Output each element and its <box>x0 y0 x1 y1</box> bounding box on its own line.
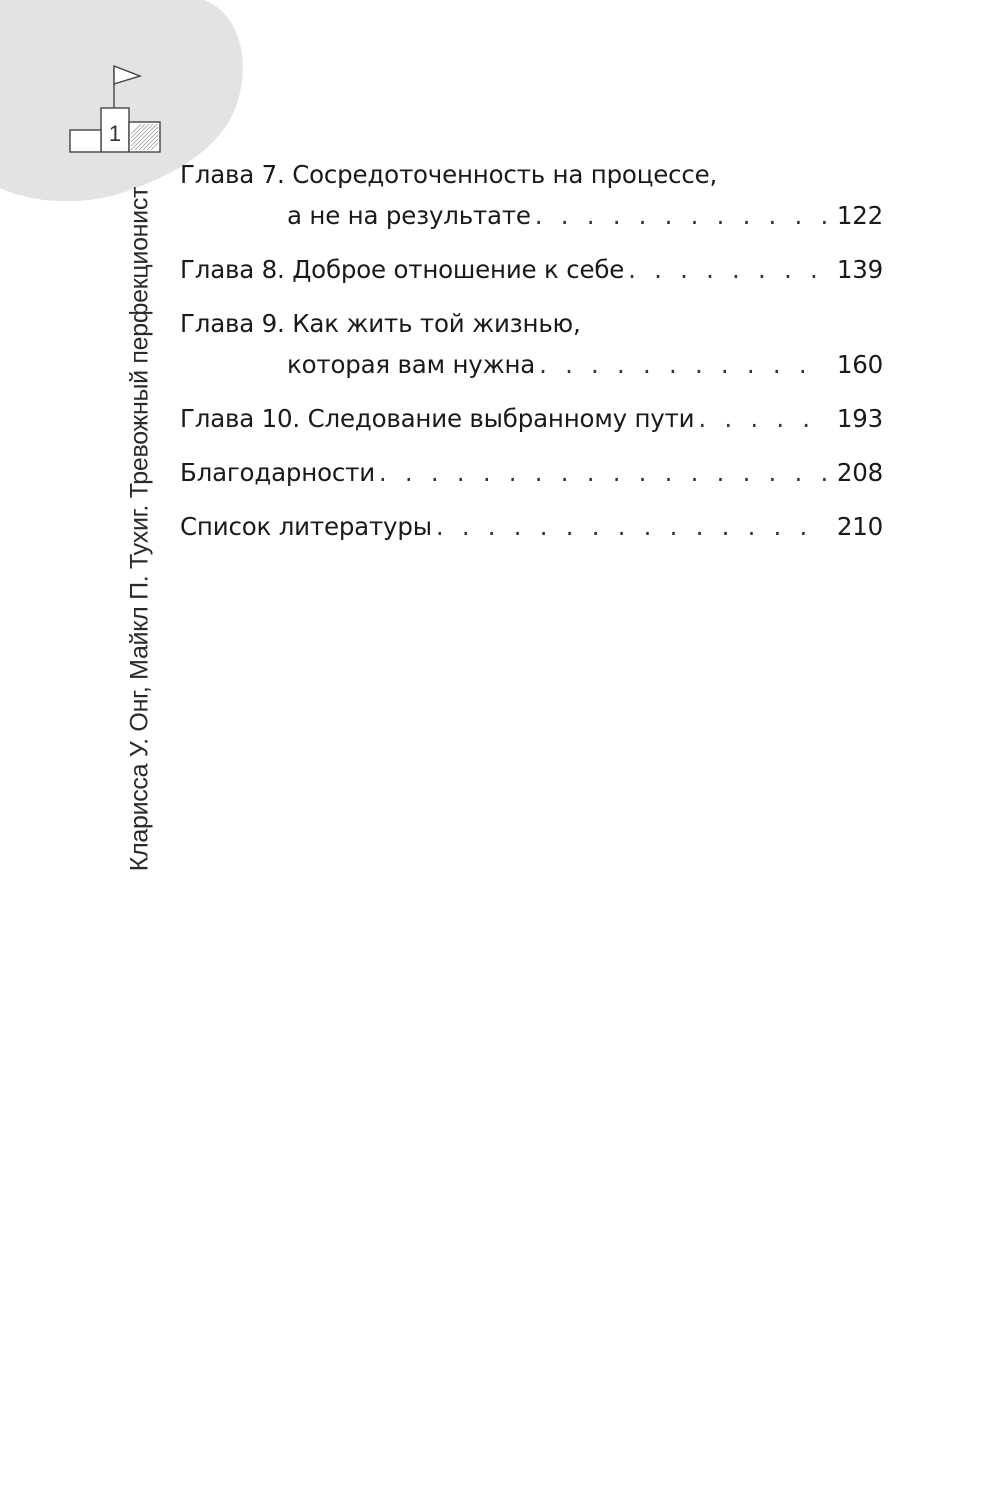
dot-leader <box>628 255 827 284</box>
dot-leader <box>539 350 827 379</box>
dot-leader <box>379 458 827 487</box>
toc-entry-title: Глава 10. Следование выбранному пути <box>180 404 695 433</box>
toc-page-number: 193 <box>836 404 883 433</box>
toc-entry-chapter-7 <box>180 160 883 242</box>
toc-entry-chapter-10 <box>180 404 883 445</box>
toc-entry-title: Глава 8. Доброе отношение к себе <box>180 255 625 284</box>
toc-page-number: 160 <box>836 350 883 379</box>
toc-entry-title: Глава 7. Сосредоточенность на процессе, <box>180 160 718 189</box>
toc-entry-acknowledgements <box>180 458 883 499</box>
toc-page-number: 208 <box>836 458 883 487</box>
toc-entry-chapter-8 <box>180 255 883 296</box>
dot-leader <box>698 404 826 433</box>
toc-entry-title: Благодарности <box>180 458 375 487</box>
dot-leader <box>535 201 827 230</box>
table-of-contents <box>180 160 883 566</box>
podium-number: 1 <box>108 121 122 146</box>
toc-entry-chapter-9 <box>180 309 883 391</box>
toc-entry-title: Список литературы <box>180 512 432 541</box>
toc-page-number: 210 <box>836 512 883 541</box>
toc-page-number: 122 <box>836 201 883 230</box>
dot-leader <box>436 512 827 541</box>
toc-entry-title-continued: которая вам нужна <box>287 350 536 379</box>
vertical-book-title: Кларисса У. Онг, Майкл П. Тухиг. Тревожный перфекционист <box>125 186 154 872</box>
toc-page-number: 139 <box>836 255 883 284</box>
podium-flag-icon <box>68 62 168 157</box>
toc-entry-title-continued: а не на результате <box>287 201 531 230</box>
toc-entry-title: Глава 9. Как жить той жизнью, <box>180 309 581 338</box>
toc-entry-bibliography <box>180 512 883 553</box>
